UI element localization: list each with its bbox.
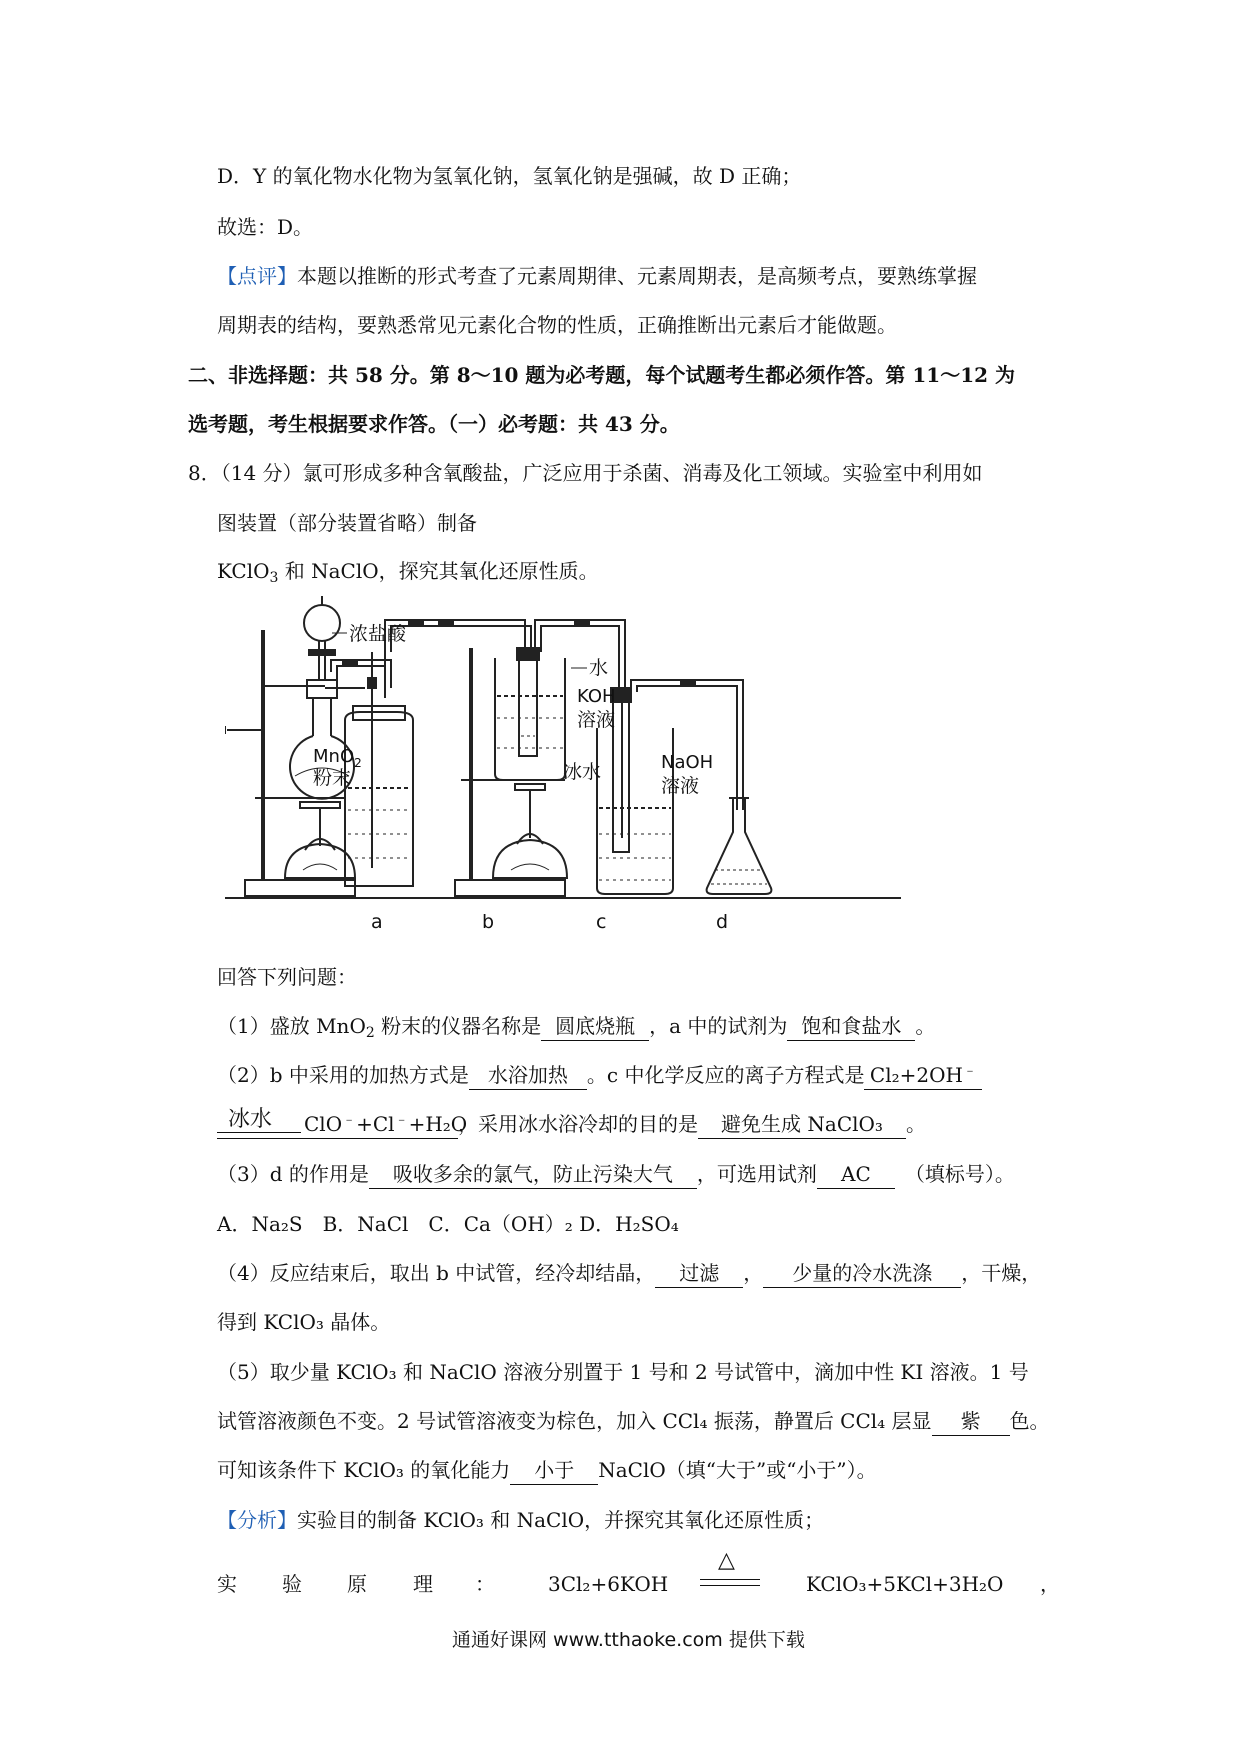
apparatus-figure bbox=[225, 588, 905, 943]
page-footer: 通通好课网 www.tthaoke.com 提供下载 bbox=[452, 1629, 805, 1651]
q3-answer-1: 吸收多余的氯气，防止污染大气 bbox=[369, 1160, 697, 1189]
q2-equation-rhs: ClO﹣+Cl﹣+H₂O bbox=[300, 1110, 458, 1139]
principle-char-2: 验 bbox=[282, 1572, 302, 1596]
label-koh: KOH bbox=[577, 686, 616, 707]
principle-char-3: 原 bbox=[347, 1572, 367, 1596]
q5-answer-1: 紫 bbox=[932, 1407, 1010, 1436]
q2-equation-lhs: Cl₂+2OH﹣ bbox=[864, 1061, 982, 1090]
label-hcl: 浓盐酸 bbox=[349, 623, 407, 645]
q3-answer-2: AC bbox=[817, 1160, 895, 1189]
q2-equals-sign bbox=[217, 1132, 301, 1139]
label-a: a bbox=[371, 911, 383, 933]
principle-char-4: 理 bbox=[413, 1572, 433, 1596]
label-d: d bbox=[716, 911, 729, 933]
question-8-line-3 bbox=[217, 557, 599, 585]
q2-answer-1: 水浴加热 bbox=[469, 1061, 587, 1090]
label-c: c bbox=[596, 911, 607, 933]
q1-answer-1: 圆底烧瓶 bbox=[541, 1012, 649, 1041]
q5-line-1: （5）取少量 KClO₃ 和 NaClO 溶液分别置于 1 号和 2 号试管中，滴加中性 KI 溶液。1 号 bbox=[217, 1360, 1029, 1384]
q1-line: （1）盛放 MnO$_2$ 粉末的仪器名称是 圆底烧瓶 ，a 中的试剂为 饱和食盐水 。 bbox=[217, 1014, 936, 1041]
q3-options: A．Na₂S B．NaCl C．Ca（OH）₂ D．H₂SO₄ bbox=[217, 1212, 679, 1236]
q2-reaction-condition: 冰水 bbox=[228, 1107, 273, 1132]
label-mno2: MnO$_2$ bbox=[313, 746, 362, 770]
q3-line: （3）d 的作用是 吸收多余的氯气，防止污染大气 ，可选用试剂 AC （填标号）。 bbox=[217, 1160, 1015, 1189]
comment-tag: 【点评】 bbox=[217, 264, 297, 288]
label-powder: 粉末 bbox=[313, 767, 352, 789]
principle-char-1: 实 bbox=[217, 1572, 237, 1596]
q5-answer-2: 小于 bbox=[510, 1456, 598, 1485]
q4-answer-2: 少量的冷水洗涤 bbox=[763, 1259, 961, 1288]
label-naoh-solution: 溶液 bbox=[661, 775, 700, 797]
tube-3 bbox=[535, 620, 625, 688]
alcohol-lamp-2 bbox=[493, 784, 567, 878]
section-heading-2: 选考题，考生根据要求作答。（一）必考题：共 43 分。 bbox=[188, 412, 680, 436]
reaction-products: KClO₃+5KCl+3H₂O bbox=[806, 1572, 1004, 1596]
answer-intro: 回答下列问题： bbox=[217, 965, 357, 989]
stand-2 bbox=[455, 648, 565, 896]
comment-line-1 bbox=[217, 262, 977, 290]
reaction-equals-sign bbox=[700, 1579, 760, 1586]
comment-line-2: 周期表的结构，要熟悉常见元素化合物的性质，正确推断出元素后才能做题。 bbox=[217, 313, 897, 337]
reaction-end-comma: ， bbox=[1040, 1572, 1060, 1596]
section-heading-1: 二、非选择题：共 58 分。第 8～10 题为必考题，每个试题考生都必须作答。第 11～12 为 bbox=[188, 363, 1016, 387]
label-koh-solution: 溶液 bbox=[577, 709, 616, 731]
choose-line: 故选：D。 bbox=[217, 215, 314, 239]
q4-answer-1: 过滤 bbox=[655, 1259, 743, 1288]
analysis-tag: 【分析】 bbox=[217, 1508, 297, 1532]
conical-flask-d bbox=[707, 798, 772, 894]
reaction-reactants: 3Cl₂+6KOH bbox=[548, 1572, 669, 1596]
kclo3-text: KClO bbox=[217, 559, 270, 583]
q4-line-2: 得到 KClO₃ 晶体。 bbox=[217, 1310, 391, 1334]
q2-line-1: （2）b 中采用的加热方式是 水浴加热 。c 中化学反应的离子方程式是 Cl₂+2OH﹣ bbox=[217, 1061, 982, 1090]
q1-answer-2: 饱和食盐水 bbox=[787, 1012, 915, 1041]
label-naoh: NaOH bbox=[661, 752, 714, 773]
d-option-line: D．Y 的氧化物水化物为氢氧化钠，氢氧化钠是强碱，故 D 正确； bbox=[217, 164, 802, 188]
tube-1 bbox=[337, 666, 385, 688]
q4-line-1: （4）反应结束后，取出 b 中试管，经冷却结晶， 过滤 ， 少量的冷水洗涤 ，干燥， bbox=[217, 1259, 1041, 1288]
label-ice-water: 冰水 bbox=[563, 761, 602, 783]
kclo3-sub: 3 bbox=[269, 570, 279, 586]
q5-line-2: 试管溶液颜色不变。2 号试管溶液变为棕色，加入 CCl₄ 振荡，静置后 CCl₄ 层显 紫 色。 bbox=[217, 1407, 1050, 1436]
q2-answer-3: 避免生成 NaClO₃ bbox=[698, 1110, 906, 1139]
question-8-line-2: 图装置（部分装置省略）制备 bbox=[217, 511, 477, 535]
label-water: 水 bbox=[589, 657, 609, 679]
q5-line-3: 可知该条件下 KClO₃ 的氧化能力 小于 NaClO（填“大于”或“小于”）。 bbox=[217, 1456, 877, 1485]
principle-colon: ： bbox=[475, 1572, 495, 1596]
label-b: b bbox=[482, 911, 495, 933]
q2-line-2: ClO﹣+Cl﹣+H₂O，采用冰水浴冷却的目的是 避免生成 NaClO₃ 。 bbox=[300, 1110, 926, 1139]
analysis-line: 【分析】实验目的制备 KClO₃ 和 NaClO，并探究其氧化还原性质； bbox=[217, 1508, 825, 1532]
water-bath-b bbox=[495, 648, 565, 780]
q8-line3-rest: 和 NaClO，探究其氧化还原性质。 bbox=[278, 559, 599, 583]
question-8-line-1: 8．（14 分）氯可形成多种含氧酸盐，广泛应用于杀菌、消毒及化工领域。实验室中利用如 bbox=[188, 461, 983, 485]
comment-text-1: 本题以推断的形式考查了元素周期律、元素周期表，是高频考点，要熟练掌握 bbox=[297, 264, 977, 288]
heat-condition-symbol: △ bbox=[718, 1548, 735, 1573]
